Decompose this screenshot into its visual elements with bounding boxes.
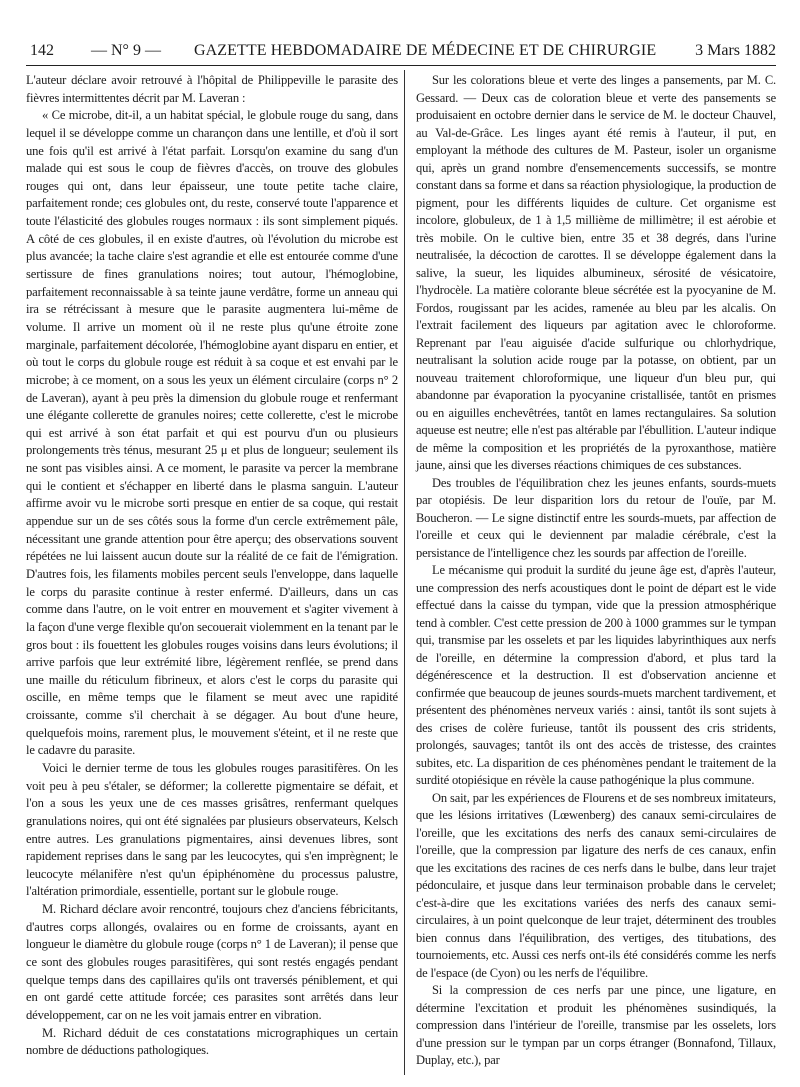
issue-date: 3 Mars 1882 [695, 42, 776, 59]
left-column [26, 72, 398, 1060]
running-header [26, 42, 776, 62]
paragraph: Le mécanisme qui produit la surdité du jeune âge est, d'après l'auteur, une compression des nerfs acoustiques dont le point de départ est le vide effectué dans la caisse du tympan, vide que la pression atmosphérique tend à combler. C'est cette pression de 200 à 1000 grammes sur le tympan qui, transmise par les osselets et par les liquides labyrinthiques aux nerfs de l'oreille, en détermine la compression d'abord, et plus tard la dégénérescence et la destruction. Il est d'observation ancienne et confirmée que beaucoup de jeunes sourds-muets marchent tardivement, et présentent des phénomènes nerveux variés : ainsi, tantôt ils sont sujets à des crises de colère furieuse, tantôt ils poussent des cris stridents, prolongés, sauvages; tantôt ils ont des accès de tristesse, des craintes subites, etc. La disparition de ces phénomènes pendant le traitement de la surdité otopiésique en révèle la cause pathogénique la plus commune. [416, 563, 776, 787]
paragraph: Voici le dernier terme de tous les globules rouges parasitifères. On les voit peu à peu s'étaler, se déformer; la collerette pigmentaire se défait, et l'on a sous les yeux une de ces masses grisâtres, renfermant quelques granulations noires, qui ont été signalées par plusieurs observateurs, Kelsch entre autres. Les granulations pigmentaires, ainsi devenues libres, sont rapidement reprises dans le sang par les leucocytes, qui s'en imprègnent; le leucocyte mélanifère n'est qu'un épiphénomène du processus palustre, l'altération primordiale, essentielle, portant sur le globule rouge. [26, 760, 398, 899]
paragraph: « Ce microbe, dit-il, a un habitat spécial, le globule rouge du sang, dans lequel il se développe comme un charançon dans une lentille, et d'où il sort une fois qu'il est arrivé à l'état parfait. Lorsqu'on examine du sang d'un malade qui est sous le coup de fièvres d'accès, on trouve des globules rouges qui ont, dans leur épaisseur, une toute petite tache claire, parfaitement ronde; ces globules ont, du reste, conservé toute l'apparence et toute l'élasticité des globules rouges normaux : ils sont simplement piqués. A côté de ces globules, il en existe d'autres, où l'évolution du microbe est plus avancée; la tache claire s'est agrandie et elle est entourée comme d'une sertissure de fines granulations noires; tout autour, l'hémoglobine, parfaitement reconnaissable à sa teinte jaune verdâtre, forme un anneau qui ira se rétrécissant à mesure que le parasite augmentera lui-même de volume. Il arrive un moment où il ne reste plus qu'une étroite zone marginale, parfaitement décolorée, l'hémoglobine ayant disparu en entier, et où tout le corps du globule rouge est réduit à sa coque et est envahi par le microbe; à ce moment, on a sous les yeux un élément circulaire (corps n° 2 de Laveran), ayant à peu près la dimension du globule rouge et renfermant une élégante collerette de granules noires; cette collerette, c'est le microbe qui est arrivé à son état parfait et qui est pourvu d'un ou plusieurs prolongements très ténus, mesurant 25 μ et plus de longueur; seulement ils ne sont pas visibles ainsi. A ce moment, le parasite va percer la membrane qui le contient et s'échapper en liberté dans le plasma sanguin. L'auteur affirme avoir vu le microbe sorti presque en entier de sa coque, qui restait appendue sur un de ses côtés sous la forme d'un cercle extrêmement pâle, nécessitant une grande attention pour être aperçu; des observations souvent répétées ne lui laissent aucun doute sur la réalité de ce fait de l'émigration. D'autres fois, les filaments mobiles percent seuls l'enveloppe, dans laquelle le corps du parasite continue à rester enfermé. D'ailleurs, dans un cas comme dans l'autre, on le voit entrer en mouvement et s'agiter vivement à la façon d'une verge flexible qu'on secouerait violemment en la tenant par le gros bout : ils fouettent les globules rouges voisins dans leurs évolutions; il arrive parfois que leur extrémité libre, légèrement renflée, se prend dans une maille du réticulum fibrineux, et alors c'est le corps du parasite qui oscille, en même temps que le filament se meut avec une rapidité croissante, comme s'il cherchait à se dégager. Au bout d'une heure, quelquefois moins, rarement plus, le mouvement s'éteint, et il ne reste que le cadavre du parasite. [26, 108, 398, 758]
header-rule [26, 65, 776, 66]
article-boucheron: Des troubles de l'équilibration chez les jeunes enfants, sourds-muets par otopiésis. De leur disparition lors du retour de l'ouïe, par M. Boucheron. — Le signe distinctif entre les sourds-muets, par affection de l'oreille et ceux qui le deviennent par maladie cérébrale, c'est la persistance de l'intelligence chez les sourds par affection de l'oreille. [416, 475, 776, 560]
page-number: 142 [30, 42, 54, 59]
paragraph: Si la compression de ces nerfs par une pince, une ligature, en détermine l'excitation et produit les phénomènes susindiqués, la compression dans l'intérieur de l'oreille, transmise par les osselets, lors d'une pression sur le tympan par un corps étranger (Bonnafond, Tillaux, Duplay, etc.), par [416, 983, 776, 1067]
article-gessard: Sur les colorations bleue et verte des linges a pansements, par M. C. Gessard. — Deux cas de coloration bleue et verte des pansements se produisaient en octobre dernier dans le service de M. le docteur Chauvel, au Val-de-Grâce. Les linges ayant été remis à l'auteur, il put, en employant la méthode des cultures de M. Pasteur, isoler un organisme qui, après un grand nombre d'ensemencements successifs, se montre constant dans sa forme et dans sa réaction physiologique, la production de pigment, pour les différents liquides de culture. Cet organisme est incolore, globuleux, de 1 à 1,5 millième de millimètre; il est aérobie et très mobile. On le cultive bien, entre 35 et 38 degrés, dans l'urine neutralisée, la décoction de carottes. Il se développe également dans la salive, la sueur, les liquides albumineux, sérosité de vésicatoire, l'hydrocèle. La matière colorante bleue sécrétée est la pyocyanine de M. Fordos, rougissant par les acides, ramenée au bleu par les alcalis. On l'extrait facilement des liqueurs par agitation avec le chloroforme. Reprenant par l'eau aiguisée d'acide sulfurique ou chlorhydrique, neutralisant la solution acide rouge par la potasse, on obtient, par un nouveau traitement chloroformique, une liqueur d'un bleu pur, qui abandonne par évaporation la pyocyanine cristallisée, tantôt en prismes ou en aiguilles enchevêtrées, tantôt en lames rectangulaires. Sa solution aqueuse est neutre; elle n'est pas altérable par l'ébullition. L'auteur indique de même la composition et les propriétés de la pyroxanthose, matière jaune, ainsi que les diverses réactions chimiques de ces substances. [416, 73, 776, 472]
paragraph: M. Richard déduit de ces constatations micrographiques un certain nombre de déductions pathologiques. [26, 1025, 398, 1058]
paragraph: M. Richard déclare avoir rencontré, toujours chez d'anciens fébricitants, d'autres corps allongés, ovalaires ou en forme de croissants, ayant en longueur le diamètre du globule rouge (corps n° 1 de Laveran); il pense que ce sont des globules rouges parasitifères, qui sont restés engagés pendant quelque temps dans des capillaires qu'ils ont traversés péniblement, et qui en ont gardé cette attitude forcée; ces parasites sont arrêtés dans leur développement, car on ne les voit jamais entrer en vibration. [26, 902, 398, 1022]
paragraph: On sait, par les expériences de Flourens et de ses nombreux imitateurs, que les lésions irritatives (Lœwenberg) des canaux semi-circulaires de l'oreille, que les excitations des nerfs des canaux semi-circulaires de l'oreille, que la compression par ligature des nerfs de ces canaux, enfin que les excitations des racines de ces nerfs dans le bulbe, dans leur trajet pédonculaire, et jusque dans leur terminaison probable dans le cervelet; c'est-à-dire que les excitations variées des nerfs des canaux semi-circulaires, à un point quelconque de leur trajet, déterminent des troubles bien connus dans l'équilibration, des vertiges, des titubations, des tournoiements, etc. Aussi ces nerfs ont-ils été considérés comme les nerfs de l'espace (de Cyon) ou les nerfs de l'équilibre. [416, 790, 776, 980]
paragraph: L'auteur déclare avoir retrouvé à l'hôpital de Philippeville le parasite des fièvres intermittentes décrit par M. Laveran : [26, 73, 398, 105]
issue-number: — N° 9 — [91, 42, 161, 59]
right-column [416, 72, 776, 1070]
journal-title: GAZETTE HEBDOMADAIRE DE MÉDECINE ET DE CHIRURGIE [194, 42, 657, 59]
column-divider [404, 70, 405, 1075]
